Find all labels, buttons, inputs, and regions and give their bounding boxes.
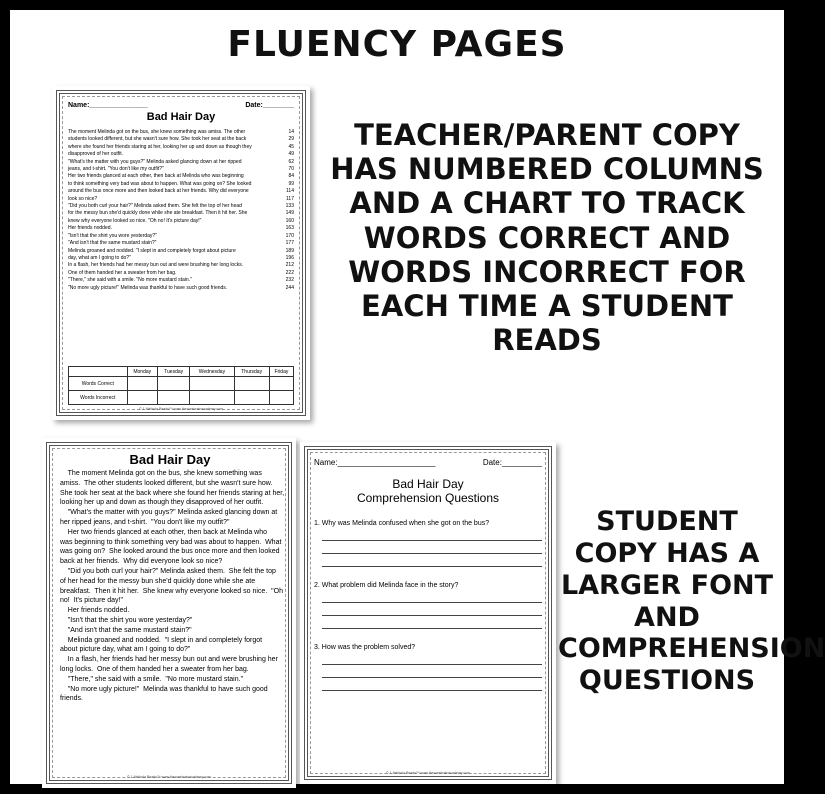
passage-line xyxy=(68,233,294,240)
day-thursday: Thursday xyxy=(234,367,269,377)
passage-line xyxy=(68,225,294,232)
passage-line: was beginning to think something very bad was about to happen. What xyxy=(60,538,282,546)
chart-cell xyxy=(234,391,269,405)
passage-line: Her two friends glanced at each other, then back at Melinda who xyxy=(60,528,268,536)
passage-line: "No more ugly picture!" Melinda was thankful to have such good xyxy=(60,685,268,693)
passage-line: was going on? She looked around the bus once more and then looked xyxy=(60,548,280,556)
question-text: 2. What problem did Melinda face in the story? xyxy=(314,582,459,589)
headline: FLUENCY PAGES xyxy=(227,24,567,65)
passage-line xyxy=(68,285,294,292)
row-label-correct: Words Correct xyxy=(69,377,128,391)
chart-cell xyxy=(269,391,293,405)
chart-cell xyxy=(190,391,234,405)
chart-header-row xyxy=(69,367,294,377)
chart-cell xyxy=(127,377,157,391)
copyright-footer: © 1 Melinda Reads™ www.thecorebrainacademy.com xyxy=(127,775,211,779)
chart-cell xyxy=(234,377,269,391)
passage-line xyxy=(68,136,294,143)
student-copy-description: STUDENT COPY HAS A LARGER FONT AND COMPREHENSION QUESTIONS xyxy=(558,506,825,697)
line-text: One of them handed her a sweater from her bag. xyxy=(68,269,177,276)
word-count: 14 xyxy=(288,129,294,135)
day-friday: Friday xyxy=(269,367,293,377)
passage-line: friends. xyxy=(60,695,83,703)
day-wednesday: Wednesday xyxy=(190,367,234,377)
chart-cell xyxy=(269,377,293,391)
name-label: Name:______________________ xyxy=(314,458,436,467)
passage-line xyxy=(68,196,294,203)
line-text: jeans, and t-shirt. "You don't like my outfit?" xyxy=(68,166,164,173)
passage-line xyxy=(68,151,294,158)
passage-line: amiss. The other students looked different, but she wasn't sure how. xyxy=(60,479,273,487)
questions-title-line1: Bad Hair Day xyxy=(392,477,464,491)
teacher-copy-description: TEACHER/PARENT COPY HAS NUMBERED COLUMNS AND A CHART TO TRACK WORDS CORRECT AND WORDS INCORRECT FOR EACH TIME A STUDENT READS xyxy=(330,118,764,358)
line-text: In a flash, her friends had her messy bun out and were brushing her long locks. xyxy=(68,262,244,269)
word-count: 62 xyxy=(288,158,294,165)
answer-line[interactable] xyxy=(322,665,542,678)
word-count: 170 xyxy=(285,232,294,239)
name-date-row xyxy=(68,102,294,109)
word-count: 232 xyxy=(285,277,294,284)
comprehension-questions-sheet xyxy=(300,442,556,784)
passage-line xyxy=(68,173,294,180)
name-label: Name:_______________ xyxy=(68,102,148,109)
word-count: 222 xyxy=(285,269,294,276)
row-label-incorrect: Words Incorrect xyxy=(69,391,128,405)
passage-line xyxy=(68,277,294,284)
answer-line[interactable] xyxy=(322,652,542,665)
line-text: "Isn't that the shirt you wore yesterday?" xyxy=(68,232,157,239)
questions-list xyxy=(314,519,542,691)
passage-line: looking her up and down as though they disapproved of her outfit. xyxy=(60,499,264,507)
answer-line[interactable] xyxy=(322,541,542,554)
passage-title: Bad Hair Day xyxy=(146,111,216,123)
student-copy-sheet xyxy=(42,438,296,788)
passage-line xyxy=(68,203,294,210)
passage-line: her ripped jeans, and t-shirt. "You don't like my outfit?" xyxy=(60,518,230,526)
question-block xyxy=(314,519,542,567)
line-text: Her friends nodded. xyxy=(68,225,112,232)
line-text: day, what am I going to do?" xyxy=(68,254,131,261)
line-text: Her two friends glanced at each other, then back at Melinda who was beginning xyxy=(68,173,244,180)
passage-line: Her friends nodded. xyxy=(60,607,130,615)
student-sheet-content xyxy=(60,452,285,704)
canvas xyxy=(10,10,825,784)
word-count: 196 xyxy=(285,254,294,261)
passage-line xyxy=(68,159,294,166)
day-monday: Monday xyxy=(127,367,157,377)
answer-line[interactable] xyxy=(322,590,542,603)
word-count: 70 xyxy=(288,166,294,173)
passage-line xyxy=(68,188,294,195)
line-text: The moment Melinda got on the bus, she knew something was amiss. The other xyxy=(68,129,246,135)
answer-line[interactable] xyxy=(322,554,542,567)
passage-line: "Isn't that the shirt you wore yesterday?" xyxy=(60,616,193,624)
passage-line: In a flash, her friends had her messy bun out and were brushing her xyxy=(60,656,278,664)
line-text: "No more ugly picture!" Melinda was thankful to have such good friends. xyxy=(68,284,228,291)
passage-line: long locks. One of them handed her a sweater from her bag. xyxy=(60,665,249,673)
passage-line xyxy=(68,248,294,255)
passage-line: breakfast. Then it hit her. She knew why everyone looked so nice. "Oh xyxy=(60,587,283,595)
word-count: 114 xyxy=(286,188,294,195)
question-block xyxy=(314,643,542,691)
line-text: for the messy bun she'd quickly done while she ate breakfast. Then it hit her. She xyxy=(68,210,248,217)
passage-line: "And isn't that the same mustard stain?" xyxy=(60,626,192,634)
passage-line xyxy=(68,240,294,247)
word-count: 163 xyxy=(285,225,294,232)
question-text: 3. How was the problem solved? xyxy=(314,644,416,651)
passage-line xyxy=(68,166,294,173)
chart-cell xyxy=(127,391,157,405)
words-tracking-chart xyxy=(68,366,294,405)
chart-corner-cell xyxy=(69,367,128,377)
questions-sheet-content xyxy=(314,458,542,691)
line-text: "What's the matter with you guys?" Melinda asked glancing down at her ripped xyxy=(68,158,242,165)
copyright-footer: © 1 Melinda Reads™ www.thecorebrainacademy.com xyxy=(139,407,223,411)
passage-line: back at her friends. Why did everyone look so nice? xyxy=(60,558,223,566)
questions-title-line2: Comprehension Questions xyxy=(356,491,500,505)
answer-line[interactable] xyxy=(322,528,542,541)
passage-line xyxy=(68,181,294,188)
chart-cell xyxy=(190,377,234,391)
passage-line: The moment Melinda got on the bus, she knew something was xyxy=(60,470,262,477)
passage-line xyxy=(68,262,294,269)
passage-line xyxy=(68,129,294,136)
passage-line xyxy=(68,255,294,262)
line-text: Melinda groaned and nodded. "I slept in and completely forgot about picture xyxy=(68,247,236,254)
answer-line[interactable] xyxy=(322,603,542,616)
line-text: where she found her friends staring at her, looking her up and down as though they xyxy=(68,143,252,150)
passage-line xyxy=(68,270,294,277)
passage-text xyxy=(60,469,285,704)
line-text: knew why everyone looked so nice. "Oh no! It's picture day!" xyxy=(68,217,202,224)
line-text: students looked different, but she wasn't sure how. She took her seat at the back xyxy=(68,136,247,143)
date-label: Date:________ xyxy=(245,102,294,109)
word-count: 212 xyxy=(285,262,294,269)
line-text: "Did you both curl your hair?" Melinda asked them. She felt the top of her head xyxy=(68,203,242,210)
line-text: look so nice? xyxy=(68,195,98,202)
word-count: 49 xyxy=(288,151,294,158)
word-count: 244 xyxy=(285,284,294,291)
passage-text xyxy=(68,129,294,292)
passage-line xyxy=(68,144,294,151)
passage-line xyxy=(68,218,294,225)
question-block xyxy=(314,581,542,629)
date-label: Date:_________ xyxy=(482,458,542,467)
word-count: 99 xyxy=(288,180,294,187)
word-count: 133 xyxy=(285,203,294,210)
questions-title xyxy=(314,477,542,505)
day-tuesday: Tuesday xyxy=(157,367,189,377)
line-text: around the bus once more and then looked back at her friends. Why did everyone xyxy=(68,188,249,195)
word-count: 117 xyxy=(286,195,294,202)
passage-line: of her head for the messy bun she'd quickly done while she ate xyxy=(60,577,256,585)
passage-line: Melinda groaned and nodded. "I slept in and completely forgot xyxy=(60,636,263,644)
passage-line: "There," she said with a smile. "No more mustard stain." xyxy=(60,675,244,683)
word-count: 177 xyxy=(285,240,294,247)
line-text: "And isn't that the same mustard stain?" xyxy=(68,240,157,247)
word-count: 160 xyxy=(285,217,294,224)
passage-line: "What's the matter with you guys?" Melinda asked glancing down at xyxy=(60,509,278,517)
name-date-row xyxy=(314,458,542,467)
line-text: disapproved of her outfit. xyxy=(68,151,124,158)
word-count: 149 xyxy=(285,210,294,217)
word-count: 45 xyxy=(288,143,294,150)
line-text: "There," she said with a smile. "No more mustard stain." xyxy=(68,277,192,284)
answer-line[interactable] xyxy=(322,616,542,629)
answer-line[interactable] xyxy=(322,678,542,691)
teacher-sheet-content xyxy=(68,102,294,292)
words-incorrect-row xyxy=(69,391,294,405)
question-text: 1. Why was Melinda confused when she got on the bus? xyxy=(314,520,490,527)
chart-cell xyxy=(157,377,189,391)
chart-cell xyxy=(157,391,189,405)
word-count: 189 xyxy=(285,247,294,254)
passage-line: about picture day, what am I going to do?" xyxy=(60,646,191,654)
line-text: to think something very bad was about to happen. What was going on? She looked xyxy=(68,180,252,187)
passage-line: "Did you both curl your hair?" Melinda asked them. She felt the top xyxy=(60,567,276,575)
word-count: 29 xyxy=(288,136,294,143)
word-count: 84 xyxy=(288,173,294,180)
passage-line: She took her seat at the back where she found her friends staring at her, xyxy=(60,489,285,497)
words-correct-row xyxy=(69,377,294,391)
teacher-copy-sheet xyxy=(52,86,310,420)
copyright-footer: © 1 Melinda Reads™ www.thecorebrainacademy.com xyxy=(386,771,470,775)
passage-line: no! It's picture day!" xyxy=(60,597,123,605)
passage-title: Bad Hair Day xyxy=(129,452,211,467)
passage-line xyxy=(68,210,294,217)
